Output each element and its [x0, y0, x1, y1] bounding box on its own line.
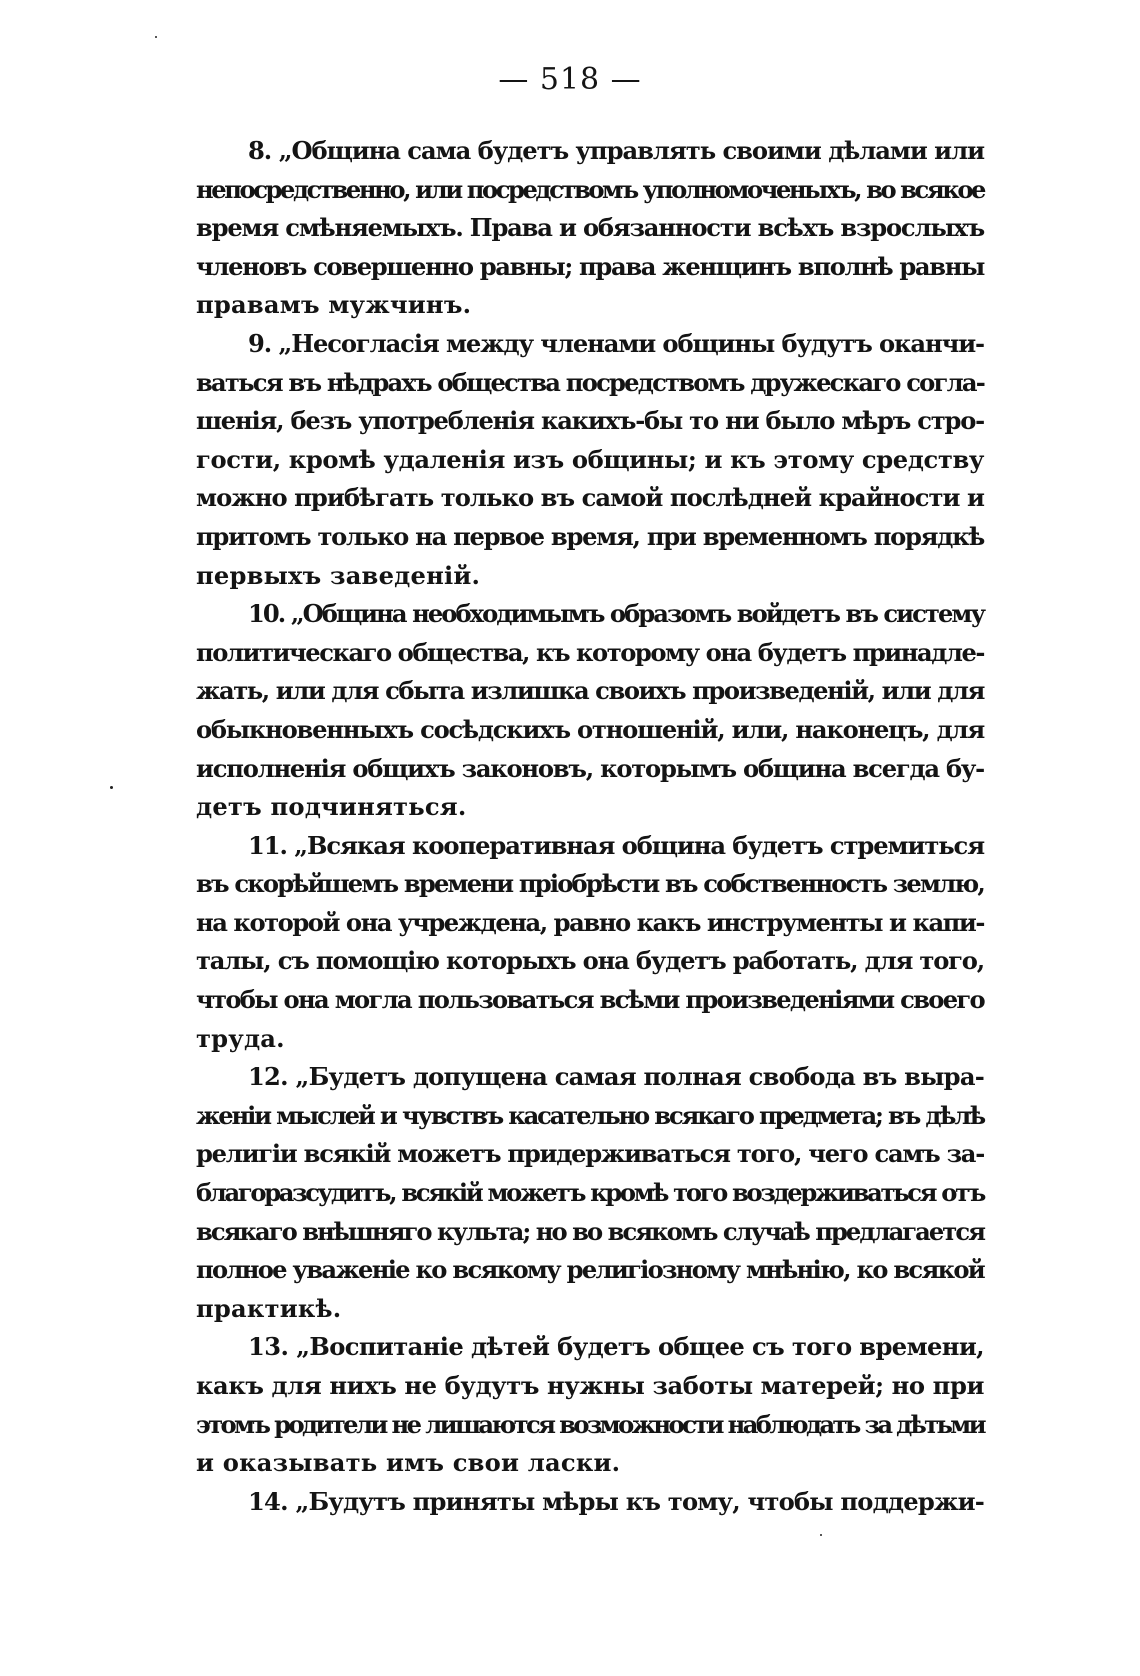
text-line: правамъ мужчинъ. [196, 290, 472, 320]
print-speck [820, 1534, 822, 1536]
text-line: ваться въ нѣдрахъ общества посредствомъ дружескаго согла- [196, 367, 984, 397]
paragraph-10 [196, 595, 984, 827]
text-line: 10. „Община необходимымъ образомъ войдетъ въ систему [248, 599, 984, 629]
text-line: религіи всякій можетъ придерживаться того, чего самъ за- [196, 1139, 984, 1169]
text-line: какъ для нихъ не будутъ нужны заботы матерей; но при [196, 1371, 984, 1400]
text-line: 12. „Будетъ допущена самая полная свобода въ выра- [248, 1062, 984, 1092]
text-line: 13. „Воспитаніе дѣтей будетъ общее съ того времени, [248, 1332, 984, 1362]
page-number: — 518 — [498, 62, 642, 97]
text-line: притомъ только на первое время, при временномъ порядкѣ [196, 521, 984, 551]
text-line: практикѣ. [196, 1293, 342, 1323]
text-line: политическаго общества, къ которому она будетъ принадле- [196, 637, 985, 667]
text-line: 11. „Всякая кооперативная община будетъ стремиться [248, 830, 984, 860]
text-line: обыкновенныхъ сосѣдскихъ отношеній, или, наконецъ, для [196, 714, 984, 744]
print-speck [110, 786, 113, 789]
text-line: членовъ совершенно равны; права женщинъ вполнѣ равны [196, 251, 985, 281]
text-line: и оказывать имъ свои ласки. [196, 1448, 621, 1478]
text-line: можно прибѣгать только въ самой послѣдней крайности и [196, 483, 984, 513]
text-line: всякаго внѣшняго культа; но во всякомъ случаѣ предлагается [196, 1216, 984, 1246]
text-line: полное уваженіе ко всякому религіозному мнѣнію, ко всякой [196, 1255, 984, 1285]
text-line: 8. „Община сама будетъ управлять своими дѣлами или [248, 136, 984, 165]
text-line: детъ подчиняться. [196, 792, 467, 822]
text-line: женіи мыслей и чувствъ касательно всякаго предмета; въ дѣлѣ [196, 1100, 984, 1130]
text-line: непосредственно, или посредствомъ уполномоченыхъ, во всякое [196, 174, 984, 204]
text-line: труда. [196, 1023, 285, 1053]
text-line: благоразсудитъ, всякій можетъ кромѣ того воздерживаться отъ [196, 1178, 984, 1208]
paragraph-13 [196, 1328, 984, 1482]
text-line: 14. „Будутъ приняты мѣры къ тому, чтобы поддержи- [248, 1486, 984, 1516]
text-line: 9. „Несогласія между членами общины будутъ оканчи- [248, 328, 984, 358]
text-line: жать, или для сбыта излишка своихъ произведеній, или для [196, 676, 984, 706]
paragraph-11 [196, 827, 984, 1059]
text-line: исполненія общихъ законовъ, которымъ община всегда бу- [196, 753, 984, 783]
text-line: на которой она учреждена, равно какъ инструменты и капи- [196, 907, 984, 937]
paragraph-12 [196, 1058, 984, 1328]
text-line: въ скорѣйшемъ времени пріобрѣсти въ собственность землю, [196, 869, 984, 899]
paragraph-9 [196, 325, 984, 595]
text-line: талы, съ помощію которыхъ она будетъ работать, для того, [196, 946, 984, 976]
body-text [196, 132, 984, 1521]
text-line: гости, кромѣ удаленія изъ общины; и къ этому средству [196, 444, 984, 474]
paragraph-14 [196, 1483, 984, 1522]
text-line: время смѣняемыхъ. Права и обязанности всѣхъ взрослыхъ [196, 213, 984, 243]
text-line: шенія, безъ употребленія какихъ-бы то ни было мѣръ стро- [196, 406, 985, 436]
print-speck [155, 36, 157, 38]
text-line: чтобы она могла пользоваться всѣми произведеніями своего [196, 985, 984, 1015]
text-line: этомъ родители не лишаются возможности наблюдать за дѣтьми [196, 1409, 984, 1439]
paragraph-8 [196, 132, 984, 325]
text-line: первыхъ заведеній. [196, 560, 481, 590]
